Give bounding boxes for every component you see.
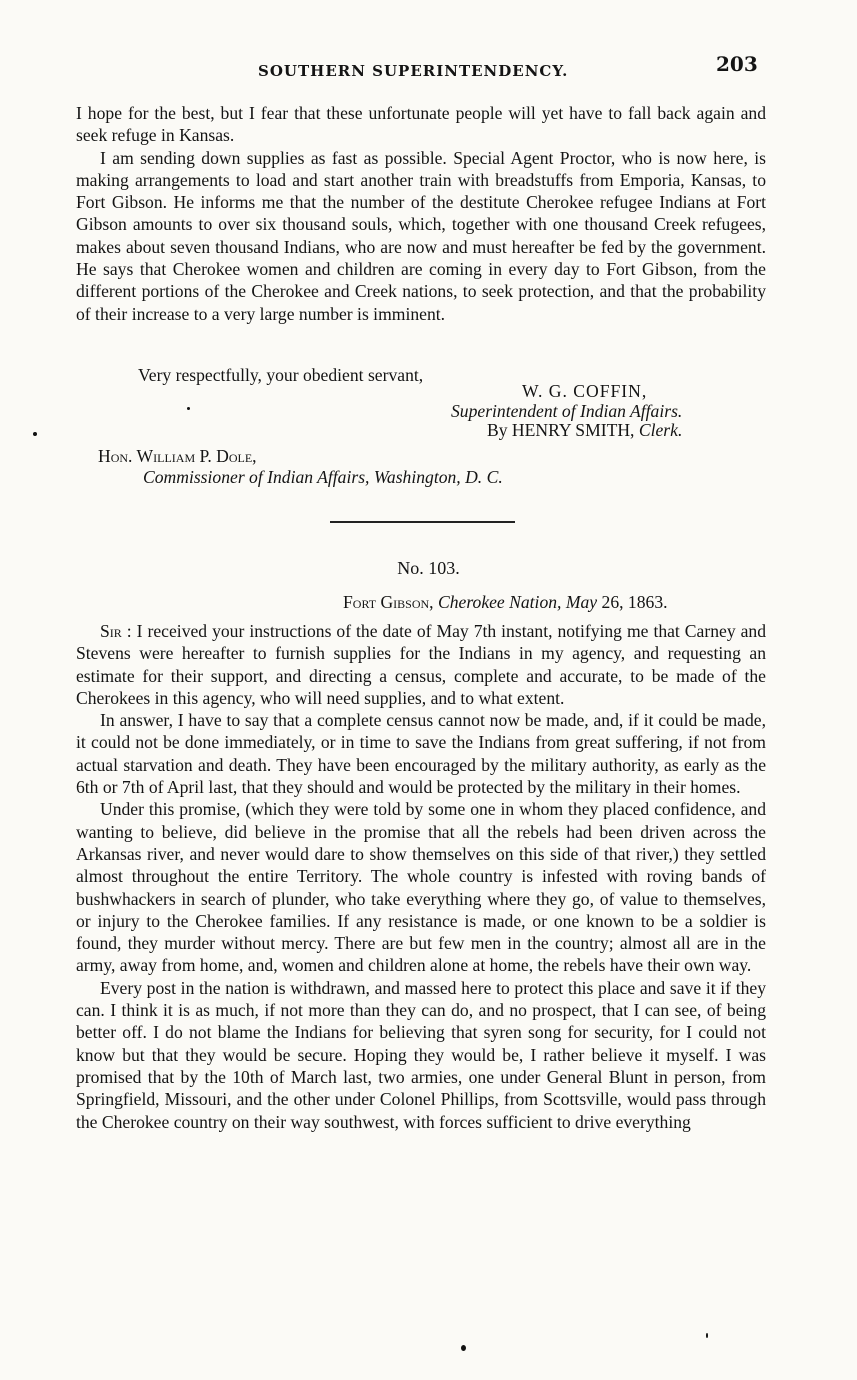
letter2-paragraph-2: In answer, I have to say that a complete census cannot now be made, and, if it could be made, it could not be done immediately, or in time to save the Indians from great suffering, if not from actual starvation and death. They have been encouraged by the military authority, as early as the 6th or 7th of April last, that they should and would be protected by the military in their homes.	[76, 710, 766, 798]
document-number: No. 103.	[397, 558, 460, 578]
letter1-signer: W. G. COFFIN,	[522, 381, 648, 401]
dateline-place: Fort Gibson,	[343, 592, 434, 612]
letter1-addressee-title: Commissioner of Indian Affairs, Washington, D. C.	[143, 467, 503, 487]
letter2-paragraph-4: Every post in the nation is withdrawn, and massed here to protect this place and save it if they can. I think it is as much, if not more than they can do, and no prospect, that I can see, of being better off. I do not blame the Indians for believing that syren song for security, for I could not know but that they would be secure. Hoping they would be, I rather believe it myself. I was promised that by the 10th of March last, two armies, one under General Blunt in person, from Springfield, Missouri, and the other under Colonel Phillips, from Scottsville, would pass through the Cherokee country on their way southwest, with forces sufficient to drive everything	[76, 977, 766, 1132]
dateline-rest: 26, 1863.	[601, 592, 668, 612]
dateline-month: May	[565, 592, 598, 612]
scan-speck	[461, 1345, 466, 1351]
letter1-closing: Very respectfully, your obedient servant,	[138, 365, 424, 385]
letter1-by-line	[487, 420, 682, 441]
letter2-paragraph-3: Under this promise, (which they were told by some one in whom they placed confidence, and wanting to believe, did believe in the promise that all the rebels had been driven across the Arkansas river, and never would dare to show themselves on this side of that river,) they settled almost throughout the entire Territory. The whole country is infested with roving bands of bushwhackers in search of plunder, who take everything where they go, of value to themselves, or injury to the Cherokee families. If any resistance is made, or one known to be a soldier is found, they murder without mercy. There are but few men in the country; almost all are in the army, away from home, and, women and children alone at home, the rebels have their own way.	[76, 799, 766, 976]
running-header: SOUTHERN SUPERINTENDENCY.	[258, 62, 569, 80]
scan-speck	[706, 1333, 708, 1338]
letter1-signer-title: Superintendent of Indian Affairs.	[451, 401, 683, 421]
letter2-paragraph-1-text: I received your instructions of the date of May 7th instant, notifying me that Carney and Stevens were hereafter to furnish supplies for the Indians in my agency, and requesting an estimate for their support, and directing a census, complete and accurate, to be made of the Cherokees in this agency, who will need supplies, and to what extent.	[76, 621, 767, 708]
section-divider	[330, 521, 515, 523]
letter1-body	[76, 102, 766, 325]
letter1-addressee-name: Hon. William P. Dole,	[98, 446, 257, 466]
dateline-nation: Cherokee Nation,	[437, 592, 562, 612]
scan-speck	[187, 407, 190, 410]
scan-speck	[33, 432, 37, 436]
letter2-dateline	[343, 592, 668, 613]
salutation: Sir :	[100, 621, 132, 641]
by-line-prefix: By HENRY SMITH,	[487, 420, 635, 440]
page-number: 203	[716, 52, 758, 76]
letter1-paragraph-1: I hope for the best, but I fear that these unfortunate people will yet have to fall back again and seek refuge in Kansas.	[76, 103, 766, 146]
letter2-body	[76, 620, 766, 1133]
letter2-paragraph-1	[76, 620, 766, 709]
by-line-role: Clerk.	[638, 420, 683, 440]
letter1-paragraph-2: I am sending down supplies as fast as possible. Special Agent Proctor, who is now here, is making arrangements to load and start another train with breadstuffs from Emporia, Kansas, to Fort Gibson. He informs me that the number of the destitute Cherokee refugee Indians at Fort Gibson amounts to over six thousand souls, which, together with one thousand Creek refugees, makes about seven thousand Indians, who are now and must hereafter be fed by the government. He says that Cherokee women and children are coming in every day to Fort Gibson, from the different portions of the Cherokee and Creek nations, to seek protection, and that the probability of their increase to a very large number is imminent.	[76, 147, 766, 324]
